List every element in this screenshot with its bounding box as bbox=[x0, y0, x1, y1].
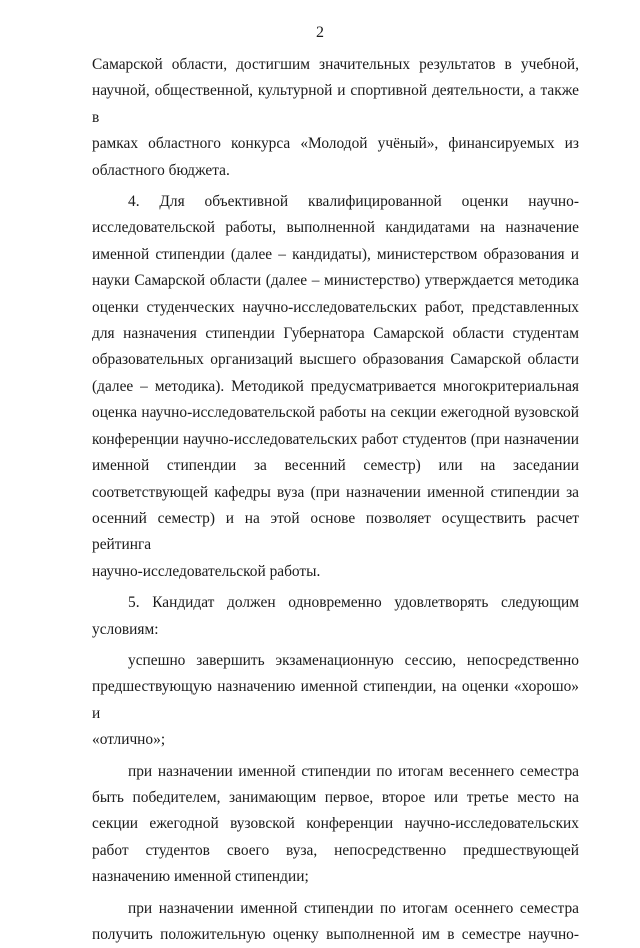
text-line: конференции научно-исследовательских работ студентов (при назначении bbox=[92, 430, 579, 448]
text-line: именной стипендии (далее – кандидаты), министерством образования и bbox=[92, 245, 579, 263]
document-body bbox=[92, 52, 579, 948]
text-line: областного бюджета. bbox=[92, 161, 230, 179]
text-line: успешно завершить экзаменационную сессию, непосредственно bbox=[128, 651, 579, 669]
text-line: осенний семестр) и на этой основе позволяет осуществить расчет рейтинга bbox=[92, 509, 579, 554]
text-line: рамках областного конкурса «Молодой учёный», финансируемых из bbox=[92, 135, 579, 153]
text-line: науки Самарской области (далее – министерство) утверждается методика bbox=[92, 272, 579, 290]
text-line: научной, общественной, культурной и спортивной деятельности, а также в bbox=[92, 82, 579, 126]
text-line: назначению именной стипендии; bbox=[92, 868, 309, 886]
text-line: исследовательской работы, выполненной кандидатами на назначение bbox=[92, 219, 579, 237]
condition-session bbox=[92, 648, 579, 754]
condition-autumn bbox=[92, 896, 579, 948]
text-line: 5. Кандидат должен одновременно удовлетворять следующим bbox=[128, 594, 579, 612]
paragraph-1 bbox=[92, 52, 579, 184]
text-line: соответствующей кафедры вуза (при назначении именной стипендии за bbox=[92, 483, 579, 501]
text-line: оценка научно-исследовательской работы на секции ежегодной вузовской bbox=[92, 404, 579, 422]
text-line: 4. Для объективной квалифицированной оценки научно- bbox=[128, 193, 579, 211]
text-line: именной стипендии за весенний семестр) или на заседании bbox=[92, 457, 579, 475]
text-line: для назначения стипендии Губернатора Самарской области студентам bbox=[92, 325, 579, 343]
paragraph-4 bbox=[92, 189, 579, 585]
text-line: быть победителем, занимающим первое, второе или третье место на bbox=[92, 788, 579, 806]
text-line: секции ежегодной вузовской конференции научно-исследовательских bbox=[92, 815, 579, 833]
text-line: работ студентов своего вуза, непосредственно предшествующей bbox=[92, 841, 579, 859]
text-line: при назначении именной стипендии по итогам весеннего семестра bbox=[128, 762, 579, 780]
text-line: при назначении именной стипендии по итогам осеннего семестра bbox=[128, 899, 579, 917]
text-line: условиям: bbox=[92, 620, 159, 638]
paragraph-5 bbox=[92, 590, 579, 643]
text-line: Самарской области, достигшим значительных результатов в учебной, bbox=[92, 56, 579, 73]
text-line: получить положительную оценку выполненной им в семестре научно- bbox=[92, 926, 579, 943]
page-number: 2 bbox=[316, 24, 324, 41]
text-line: (далее – методика). Методикой предусматривается многокритериальная bbox=[92, 377, 579, 395]
text-line: предшествующую назначению именной стипендии, на оценки «хорошо» и bbox=[92, 678, 579, 722]
text-line: образовательных организаций высшего образования Самарской области bbox=[92, 351, 579, 369]
text-line: научно-исследовательской работы. bbox=[92, 562, 321, 580]
text-line: «отлично»; bbox=[92, 731, 166, 749]
condition-spring bbox=[92, 759, 579, 891]
text-line: оценки студенческих научно-исследовательских работ, представленных bbox=[92, 298, 579, 316]
